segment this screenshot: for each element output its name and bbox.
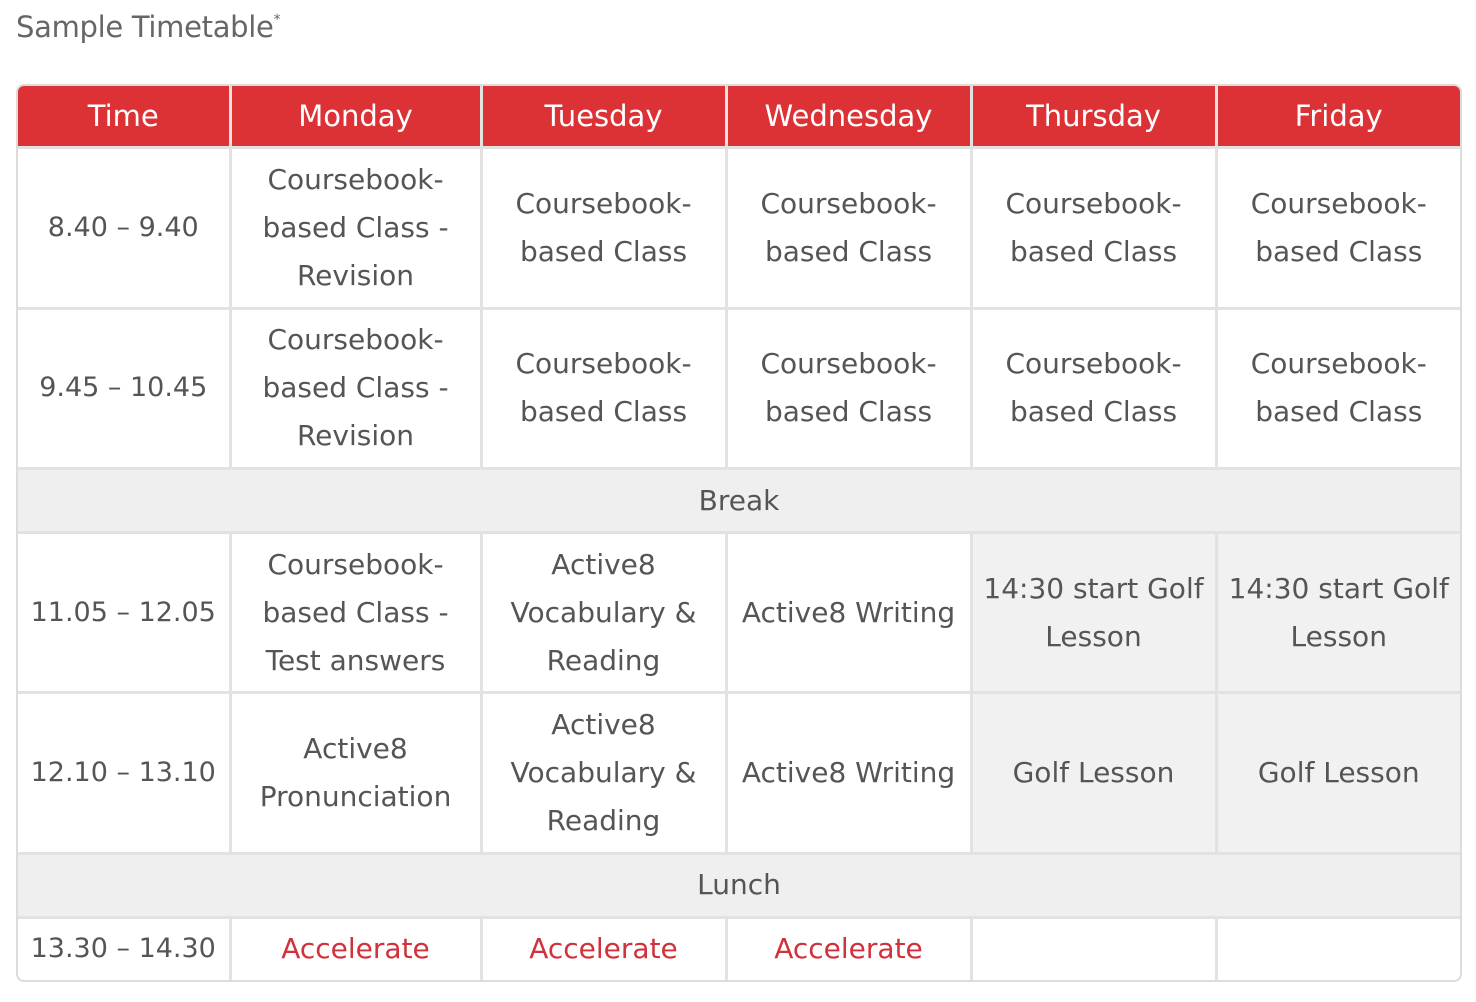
table-row xyxy=(18,148,1460,309)
time-cell: 9.45 – 10.45 xyxy=(18,308,230,469)
table-row xyxy=(18,917,1460,980)
break-cell: Break xyxy=(18,469,1460,532)
lesson-cell-tuesday: Active8 Vocabulary & Reading xyxy=(481,693,726,854)
lesson-cell-thursday: 14:30 start Golf Lesson xyxy=(971,532,1216,693)
lesson-cell-friday: Coursebook-based Class xyxy=(1216,148,1460,309)
time-cell: 8.40 – 9.40 xyxy=(18,148,230,309)
timetable xyxy=(18,86,1460,980)
lesson-cell-thursday: Golf Lesson xyxy=(971,693,1216,854)
table-row xyxy=(18,308,1460,469)
header-time: Time xyxy=(18,86,230,148)
footnote-mark: * xyxy=(273,12,281,28)
accelerate-link-tuesday[interactable]: Accelerate xyxy=(481,917,726,980)
header-row xyxy=(18,86,1460,148)
page-title xyxy=(16,10,280,44)
lesson-cell-thursday: Coursebook-based Class xyxy=(971,148,1216,309)
table-row xyxy=(18,693,1460,854)
header-monday: Monday xyxy=(230,86,481,148)
lunch-cell: Lunch xyxy=(18,854,1460,917)
time-cell: 13.30 – 14.30 xyxy=(18,917,230,980)
lesson-cell-monday: Active8 Pronunciation xyxy=(230,693,481,854)
lesson-cell-tuesday: Coursebook-based Class xyxy=(481,308,726,469)
time-cell: 12.10 – 13.10 xyxy=(18,693,230,854)
lesson-cell-monday: Coursebook-based Class - Revision xyxy=(230,148,481,309)
table-row xyxy=(18,532,1460,693)
empty-cell-thursday xyxy=(971,917,1216,980)
lesson-cell-tuesday: Active8 Vocabulary & Reading xyxy=(481,532,726,693)
lesson-cell-thursday: Coursebook-based Class xyxy=(971,308,1216,469)
lesson-cell-friday: Coursebook-based Class xyxy=(1216,308,1460,469)
break-row xyxy=(18,469,1460,532)
header-friday: Friday xyxy=(1216,86,1460,148)
lesson-cell-friday: Golf Lesson xyxy=(1216,693,1460,854)
lesson-cell-wednesday: Active8 Writing xyxy=(726,532,971,693)
header-wednesday: Wednesday xyxy=(726,86,971,148)
lunch-row xyxy=(18,854,1460,917)
accelerate-link-monday[interactable]: Accelerate xyxy=(230,917,481,980)
header-thursday: Thursday xyxy=(971,86,1216,148)
lesson-cell-wednesday: Active8 Writing xyxy=(726,693,971,854)
lesson-cell-monday: Coursebook-based Class - Revision xyxy=(230,308,481,469)
lesson-cell-wednesday: Coursebook-based Class xyxy=(726,308,971,469)
timetable-container xyxy=(16,84,1462,982)
lesson-cell-monday: Coursebook-based Class - Test answers xyxy=(230,532,481,693)
lesson-cell-tuesday: Coursebook-based Class xyxy=(481,148,726,309)
accelerate-link-wednesday[interactable]: Accelerate xyxy=(726,917,971,980)
empty-cell-friday xyxy=(1216,917,1460,980)
page-title-text: Sample Timetable xyxy=(16,10,274,44)
time-cell: 11.05 – 12.05 xyxy=(18,532,230,693)
header-tuesday: Tuesday xyxy=(481,86,726,148)
lesson-cell-friday: 14:30 start Golf Lesson xyxy=(1216,532,1460,693)
lesson-cell-wednesday: Coursebook-based Class xyxy=(726,148,971,309)
